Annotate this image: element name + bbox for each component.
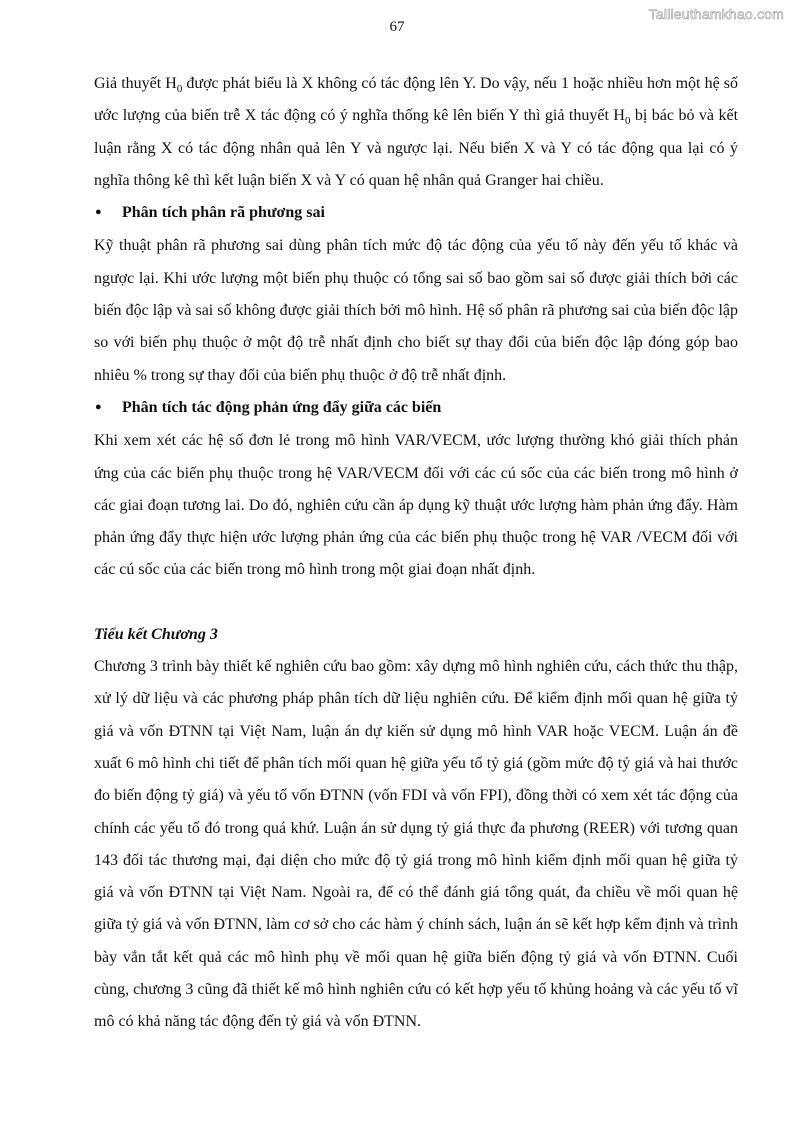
intro-text-2: được phát biểu là X không có tác động lên Y. Do vậy, nếu 1 hoặc nhiều hơn một hệ số ước lượng của biến trễ X tác động có ý nghĩa thống kê lên biến Y thì giả thuyết H xyxy=(94,75,738,125)
h0-subscript: 0 xyxy=(176,83,183,96)
h0-subscript: 0 xyxy=(624,115,631,128)
section-heading-variance-decomposition xyxy=(94,197,738,230)
chapter-summary-paragraph: Chương 3 trình bày thiết kế nghiên cứu bao gồm: xây dựng mô hình nghiên cứu, cách thức thu thập, xử lý dữ liệu và các phương pháp phân tích dữ liệu nghiên cứu. Để kiểm định mối quan hệ giữa tỷ giá và vốn ĐTNN tại Việt Nam, luận án dự kiến sử dụng mô hình VAR hoặc VECM. Luận án đề xuất 6 mô hình chi tiết để phân tích mối quan hệ giữa yếu tố tỷ giá (gồm mức độ tỷ giá và hai thước đo biến động tỷ giá) và yếu tố vốn ĐTNN (vốn FDI và vốn FPI), đồng thời có xem xét tác động của chính các yếu tố đó trong quá khứ. Luận án sử dụng tỷ giá thực đa phương (REER) với tương quan 143 đối tác thương mại, đại diện cho mức độ tỷ giá trong mô hình kiểm định mối quan hệ giữa tỷ giá và vốn ĐTNN tại Việt Nam. Ngoài ra, để có thể đánh giá tổng quát, đa chiều về mối quan hệ giữa tỷ giá và vốn ĐTNN, làm cơ sở cho các hàm ý chính sách, luận án sẽ kết hợp kểm định và trình bày vắn tắt kết quả các mô hình phụ về mối quan hệ giữa biến động tỷ giá và vốn ĐTNN. Cuối cùng, chương 3 cũng đã thiết kế mô hình nghiên cứu có kết hợp yếu tố khủng hoảng và các yếu tố vĩ mô có khả năng tác động đến tỷ giá và vốn ĐTNN. xyxy=(94,658,738,1031)
bullet-icon: ● xyxy=(95,206,102,219)
impulse-response-paragraph: Khi xem xét các hệ số đơn lẻ trong mô hình VAR/VECM, ước lượng thường khó giải thích phản ứng của các biến phụ thuộc trong hệ VAR/VECM đối với các cú sốc của các biến trong mô hình ở các giai đoạn tương lai. Do đó, nghiên cứu cần áp dụng kỹ thuật ước lượng hàm phản ứng đẩy. Hàm phản ứng đẩy thực hiện ước lượng phản ứng của các biến phụ thuộc trong hệ VAR /VECM đối với các cú sốc của các biến trong mô hình trong một giai đoạn nhất định. xyxy=(94,432,738,579)
intro-text-3: bị bác bỏ và kết luận rằng X có tác động nhân quả lên Y và ngược lại. Nếu biến X và Y có tác động qua lại có ý nghĩa thông kê thì kết luận biến X và Y có quan hệ nhân quả Granger hai chiều. xyxy=(94,107,739,189)
page-number: 67 xyxy=(389,19,405,35)
section-heading-text: Phân tích phân rã phương sai xyxy=(122,204,325,222)
watermark: Tailieuthamkhao.com xyxy=(648,6,784,22)
intro-paragraph xyxy=(94,68,738,197)
intro-text-1: Giả thuyết H xyxy=(94,75,177,92)
bullet-icon: ● xyxy=(95,400,102,413)
section-heading-impulse-response xyxy=(94,392,738,425)
variance-decomposition-paragraph: Kỹ thuật phân rã phương sai dùng phân tích mức độ tác động của yếu tố này đến yếu tố khác và ngược lại. Khi ước lượng một biến phụ thuộc có tổng sai số bao gồm sai số được giải thích bởi các biến độc lập và sai số không được giải thích bởi mô hình. Hệ số phân rã phương sai của biến độc lập so với biến phụ thuộc ở một độ trễ nhất định cho biết sự thay đổi của biến độc lập đóng góp bao nhiêu % trong sự thay đổi của biến phụ thuộc ở độ trễ nhất định. xyxy=(94,237,738,384)
document-body xyxy=(94,68,738,1039)
chapter-summary-title: Tiểu kết Chương 3 xyxy=(94,625,218,643)
section-heading-text: Phân tích tác động phản ứng đẩy giữa các biến xyxy=(122,398,442,416)
